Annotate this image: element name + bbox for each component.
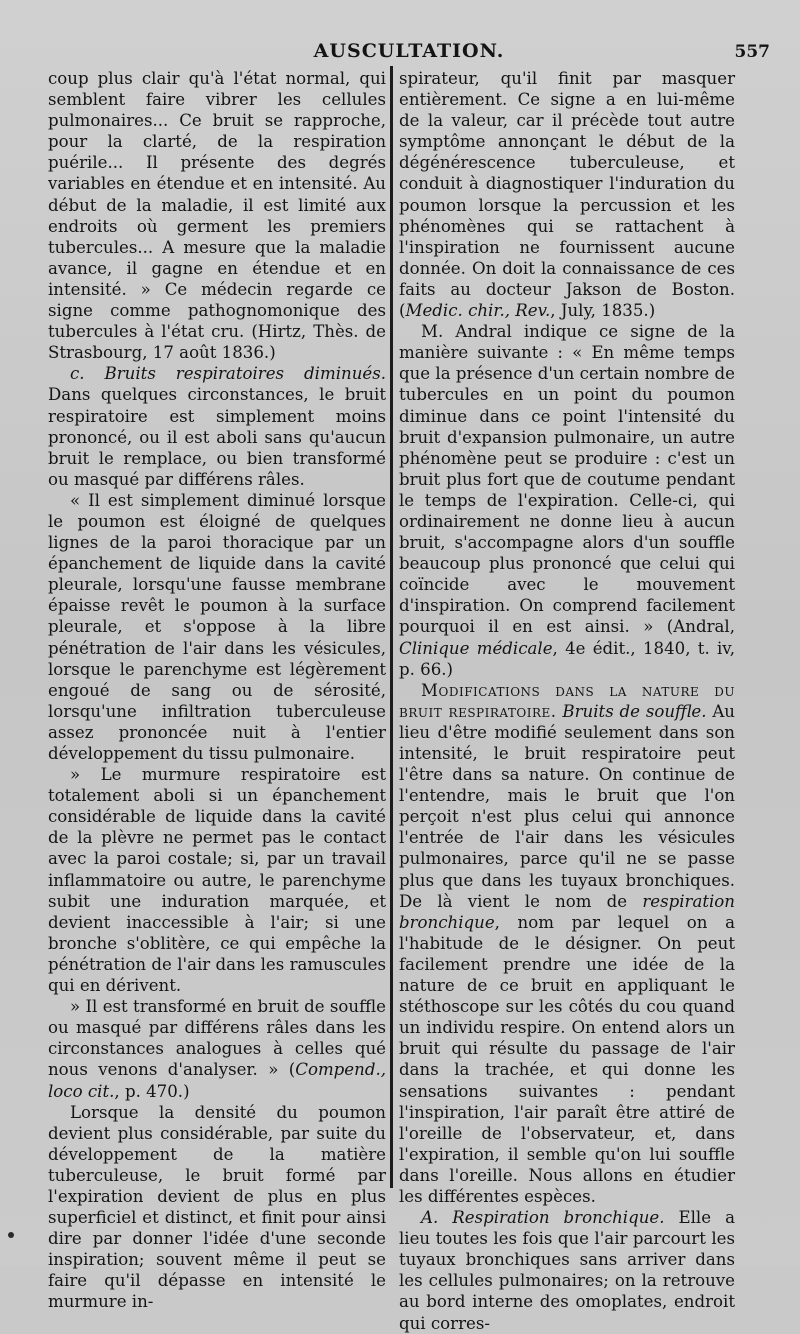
paragraph: coup plus clair qu'à l'état normal, qui semblent faire vibrer les cellules pulmonaires... Ce bruit se rapproche, pour la clarté, de la respiration puérile... Il présente des degrés variables en étendue et en intensité. Au début de la maladie, il est limité aux endroits où germent les premiers tubercules... A mesure que la maladie avance, il gagne en étendue et en intensité. » Ce médecin regarde ce signe comme pathognomonique des tubercules à l'état cru. (Hirtz, Thès. de Strasbourg, 17 août 1836.) <box>48 69 386 363</box>
left-column <box>48 68 386 1313</box>
citation: Medic. chir., Rev. <box>405 301 551 321</box>
paragraph-text: spirateur, qu'il finit par masquer entièrement. Ce signe a en lui-même de la valeur, car il précède tout autre symptôme annonçant le début de la dégénérescence tuberculeuse, et conduit à diagnostiquer l'induration du poumon lorsque la percussion et les phénomènes qui se rattachent à l'inspiration ne fournissent aucune donnée. On doit la connaissance de ces faits au docteur Jakson de Boston. ( <box>399 69 735 321</box>
paragraph <box>399 680 735 1207</box>
paragraph-text: » Il est transformé en bruit de souffle ou masqué par différens râles dans les circonstances analogues à celles qué nous venons d'analyser. » ( <box>48 997 386 1080</box>
paragraph: Lorsque la densité du poumon devient plus considérable, par suite du développement de la matière tuberculeuse, le bruit formé par l'expiration devient de plus en plus superficiel et distinct, et finit pour ainsi dire par donner l'idée d'une seconde inspiration; souvent même il peut se faire qu'il dépasse en intensité le murmure in- <box>48 1102 386 1312</box>
paragraph-text: Elle a lieu toutes les fois que l'air parcourt les tuyaux bronchiques sans arriver dans les cellules pulmonaires; on la retrouve au bord interne des omoplates, endroit qui corres- <box>399 1208 735 1333</box>
paragraph-text: , nom par lequel on a l'habitude de le désigner. On peut facilement prendre une idée de la nature de ce bruit en appliquant le stéthoscope sur les côtés du cou quand un individu respire. On entend alors un bruit qui résulte du passage de l'air dans la trachée, et qui donne les sensations suivantes : pendant l'inspiration, l'air paraît être attiré de l'oreille de l'observateur, et, dans l'expiration, il semble qu'on lui souffle dans l'oreille. Nous allons en étudier les différentes espèces. <box>399 912 735 1206</box>
paragraph <box>48 363 386 490</box>
paragraph: » Le murmure respiratoire est totalement aboli si un épanchement considérable de liquide dans la cavité de la plèvre ne permet pas le contact avec la paroi costale; si, par un travail inflammatoire ou autre, le parenchyme subit une induration marquée, et devient inaccessible à l'air; si une bronche s'oblitère, ce qui empêche la pénétration de l'air dans les ramuscules qui en dérivent. <box>48 765 386 996</box>
paragraph <box>399 68 735 321</box>
ink-spot <box>8 1232 14 1238</box>
paragraph <box>399 321 735 680</box>
paragraph: « Il est simplement diminué lorsque le poumon est éloigné de quelques lignes de la paroi thoracique par un épanchement de liquide dans la cavité pleurale, lorsqu'une fausse membrane épaisse revêt le poumon à la surface pleurale, et s'oppose à la libre pénétration de l'air dans les vésicules, lorsque le parenchyme est légèrement engoué de sang ou de sérosité, lorsqu'une infiltration tuberculeuse assez prononcée nuit à l'entier développement du tissu pulmonaire. <box>48 490 386 763</box>
section-label: A. Respiration bronchique. <box>421 1208 665 1228</box>
paragraph <box>399 1207 735 1334</box>
section-heading: Modifications dans la nature du bruit respiratoire. <box>399 680 735 721</box>
paragraph-text: Dans quelques circonstances, le bruit respiratoire est simplement moins prononcé, ou il est aboli sans qu'aucun bruit le remplace, ou bien transformé ou masqué par différens râles. <box>48 385 386 489</box>
citation: Clinique médicale <box>399 638 553 658</box>
paragraph-text: , p. 470.) <box>114 1081 190 1101</box>
running-title: AUSCULTATION. <box>313 40 505 62</box>
paragraph-text: , 4e édit., 1840, t. iv, p. 66.) <box>399 638 735 679</box>
column-divider <box>390 66 393 1188</box>
page-header <box>48 38 770 68</box>
paragraph-text: , July, 1835.) <box>550 301 656 321</box>
section-label: c. Bruits respiratoires diminués. <box>70 364 386 384</box>
right-column <box>399 68 735 1334</box>
paragraph-text: Au lieu d'être modifié seulement dans son intensité, le bruit respiratoire peut l'être dans sa nature. On continue de l'entendre, mais le bruit que l'on perçoit n'est plus celui qui annonce l'entrée de l'air dans les vésicules pulmonaires, parce qu'il ne se passe plus que dans les tuyaux bronchiques. De là vient le nom de <box>399 701 735 911</box>
paragraph <box>48 996 386 1101</box>
section-label: Bruits de souffle. <box>562 701 707 721</box>
paragraph-text: M. Andral indique ce signe de la manière suivante : « En même temps que la présence d'un certain nombre de tubercules en un point du poumon diminue dans ce point l'intensité du bruit d'expansion pulmonaire, un autre phénomène peut se produire : c'est un bruit plus fort que de coutume pendant le temps de l'expiration. Celle-ci, qui ordinairement ne donne lieu à aucun bruit, s'accompagne alors d'un souffle beaucoup plus prononcé que celui qui coïncide avec le mouvement d'inspiration. On comprend facilement pourquoi il en est ainsi. » (Andral, <box>399 322 735 637</box>
page-number: 557 <box>734 42 770 62</box>
term: respiration bronchique <box>399 891 735 932</box>
citation: Compend., loco cit. <box>48 1060 386 1101</box>
